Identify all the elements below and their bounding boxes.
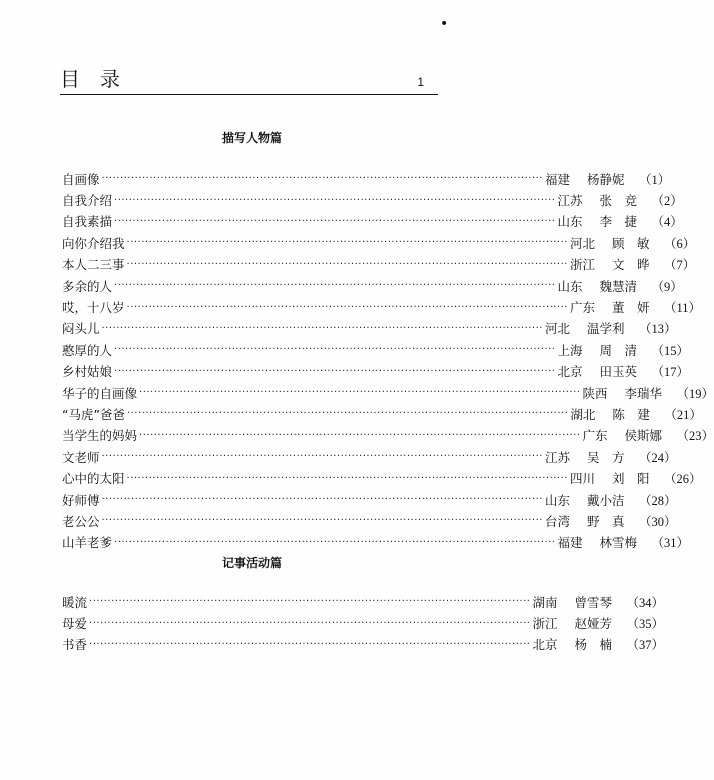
entry-page: （31） bbox=[651, 536, 689, 551]
toc-entry[interactable] bbox=[62, 634, 664, 655]
entry-province: 江苏 bbox=[544, 449, 570, 465]
entry-page: （24） bbox=[638, 450, 677, 465]
entry-page: （9） bbox=[651, 279, 683, 294]
entry-author: 田玉英 bbox=[599, 364, 637, 380]
leader-dots: ························································································································ bbox=[89, 596, 531, 608]
entry-page: （15） bbox=[651, 343, 689, 358]
leader-dots: ························································································································ bbox=[101, 515, 543, 527]
toc-entry[interactable] bbox=[62, 510, 677, 531]
entry-title: 当学生的妈妈 bbox=[62, 428, 138, 444]
entry-title: 本人二三事 bbox=[62, 257, 125, 273]
toc-entry[interactable] bbox=[62, 489, 677, 510]
entry-province: 广东 bbox=[582, 428, 608, 444]
entry-province: 福建 bbox=[557, 535, 583, 551]
entry-author: 吴 方 bbox=[586, 449, 625, 465]
entry-author: 野 真 bbox=[586, 513, 625, 529]
leader-dots: ························································································································ bbox=[139, 387, 581, 399]
entry-province: 湖北 bbox=[570, 406, 596, 422]
entry-title: 自画像 bbox=[62, 171, 100, 187]
entry-author: 温学利 bbox=[586, 321, 625, 337]
leader-dots: ························································································································ bbox=[114, 536, 556, 548]
leader-dots: ························································································································ bbox=[126, 301, 568, 313]
entry-page: （37） bbox=[626, 638, 664, 653]
entry-author: 杨 楠 bbox=[574, 637, 612, 653]
toc-entry[interactable] bbox=[62, 612, 664, 633]
entry-page: （2） bbox=[651, 194, 683, 209]
entry-title: “马虎”爸爸 bbox=[62, 406, 125, 422]
leader-dots: ························································································································ bbox=[114, 365, 556, 377]
entry-province: 北京 bbox=[557, 364, 583, 380]
toc-entry[interactable] bbox=[62, 591, 664, 612]
toc-entry[interactable] bbox=[62, 467, 702, 488]
entry-title: 多余的人 bbox=[62, 278, 113, 294]
leader-dots: ························································································································ bbox=[114, 344, 556, 356]
entry-author: 刘 阳 bbox=[611, 471, 650, 487]
entry-title: 暖流 bbox=[62, 594, 88, 610]
entry-province: 福建 bbox=[544, 171, 570, 187]
section-title-events: 记事活动篇 bbox=[221, 556, 282, 570]
entry-province: 浙江 bbox=[532, 616, 558, 632]
leader-dots: ························································································································ bbox=[126, 408, 569, 420]
entry-province: 江苏 bbox=[557, 193, 583, 209]
entry-author: 林雪梅 bbox=[599, 535, 637, 551]
leader-dots: ························································································································ bbox=[101, 322, 543, 334]
entry-author: 文 晔 bbox=[611, 257, 650, 273]
entry-author: 张 竞 bbox=[599, 193, 637, 209]
toc-entry[interactable] bbox=[62, 232, 696, 253]
entry-title: 憨厚的人 bbox=[62, 342, 113, 358]
entry-title: 闷头儿 bbox=[62, 321, 100, 337]
entry-page: （28） bbox=[638, 493, 677, 508]
entry-title: 母爱 bbox=[62, 616, 88, 632]
entry-title: 心中的太阳 bbox=[62, 471, 125, 487]
toc-entry[interactable] bbox=[62, 296, 702, 317]
leader-dots: ························································································································ bbox=[114, 215, 556, 227]
entry-page: （7） bbox=[663, 258, 696, 273]
entry-page: （17） bbox=[651, 365, 689, 380]
page-title: 目 录 bbox=[60, 67, 120, 91]
toc-entry[interactable] bbox=[62, 318, 677, 339]
leader-dots: ························································································································ bbox=[101, 173, 543, 185]
entry-province: 陕西 bbox=[582, 385, 608, 401]
leader-dots: ························································································································ bbox=[126, 472, 568, 484]
entry-province: 河北 bbox=[544, 321, 570, 337]
entry-title: 好师傅 bbox=[62, 492, 100, 508]
entry-title: 华子的自画像 bbox=[62, 385, 138, 401]
entry-province: 浙江 bbox=[569, 257, 595, 273]
entry-author: 顾 敏 bbox=[611, 235, 650, 251]
entry-author: 董 妍 bbox=[611, 300, 650, 316]
leader-dots: ························································································································ bbox=[126, 258, 568, 270]
leader-dots: ························································································································ bbox=[101, 451, 543, 463]
entry-author: 李瑞华 bbox=[624, 385, 662, 401]
entry-author: 侯斯娜 bbox=[624, 428, 662, 444]
entry-page: （6） bbox=[663, 236, 696, 251]
entry-author: 戴小洁 bbox=[586, 492, 625, 508]
entry-province: 湖南 bbox=[532, 594, 558, 610]
toc-header bbox=[60, 66, 438, 94]
entry-province: 上海 bbox=[557, 342, 583, 358]
header-rule bbox=[60, 94, 438, 95]
leader-dots: ························································································································ bbox=[89, 617, 531, 629]
entry-title: 文老师 bbox=[62, 449, 100, 465]
toc-list-events bbox=[62, 591, 664, 655]
entry-province: 北京 bbox=[532, 637, 558, 653]
entry-page: （34） bbox=[626, 595, 664, 610]
entry-title: 自我介绍 bbox=[62, 193, 113, 209]
entry-author: 赵娅芳 bbox=[574, 616, 612, 632]
entry-page: （13） bbox=[638, 322, 677, 337]
entry-page: （19） bbox=[676, 386, 714, 401]
entry-province: 四川 bbox=[569, 471, 595, 487]
entry-title: 山羊老爹 bbox=[62, 535, 113, 551]
toc-entry[interactable] bbox=[62, 168, 671, 189]
entry-title: 自我素描 bbox=[62, 214, 113, 230]
entry-page: （30） bbox=[638, 514, 677, 529]
toc-entry[interactable] bbox=[62, 254, 696, 275]
entry-province: 山东 bbox=[557, 214, 583, 230]
entry-author: 曾雪琴 bbox=[574, 594, 612, 610]
entry-province: 山东 bbox=[544, 492, 570, 508]
entry-title: 书香 bbox=[62, 637, 88, 653]
leader-dots: ························································································································ bbox=[114, 280, 556, 292]
toc-entry[interactable] bbox=[62, 275, 683, 296]
entry-title: 乡村姑娘 bbox=[62, 364, 113, 380]
leader-dots: ························································································································ bbox=[89, 638, 531, 650]
entry-author: 魏慧清 bbox=[599, 278, 637, 294]
toc-entry[interactable] bbox=[62, 403, 702, 424]
leader-dots: ························································································································ bbox=[139, 429, 581, 441]
toc-entry[interactable] bbox=[62, 382, 714, 403]
entry-author: 周 清 bbox=[599, 342, 637, 358]
toc-list-portraits bbox=[62, 168, 714, 553]
toc-entry[interactable] bbox=[62, 361, 689, 382]
toc-entry[interactable] bbox=[62, 339, 689, 360]
corner-mark: • bbox=[440, 16, 449, 32]
entry-page: （35） bbox=[626, 617, 664, 632]
entry-author: 杨静妮 bbox=[586, 171, 625, 187]
section-title-portraits: 描写人物篇 bbox=[221, 131, 282, 145]
entry-page: （1） bbox=[638, 172, 671, 187]
toc-entry[interactable] bbox=[62, 425, 714, 446]
entry-title: 哎，十八岁 bbox=[62, 300, 125, 316]
entry-province: 广东 bbox=[569, 300, 595, 316]
entry-page: （26） bbox=[663, 472, 702, 487]
page-number: 1 bbox=[417, 75, 424, 89]
toc-entry[interactable] bbox=[62, 189, 683, 210]
leader-dots: ························································································································ bbox=[114, 194, 556, 206]
toc-entry[interactable] bbox=[62, 446, 677, 467]
entry-province: 山东 bbox=[557, 278, 583, 294]
entry-province: 台湾 bbox=[544, 513, 570, 529]
entry-page: （21） bbox=[664, 407, 702, 422]
leader-dots: ························································································································ bbox=[126, 237, 568, 249]
entry-title: 向你介绍我 bbox=[62, 235, 125, 251]
entry-title: 老公公 bbox=[62, 513, 100, 529]
entry-page: （11） bbox=[663, 301, 702, 316]
entry-page: （4） bbox=[651, 215, 683, 230]
leader-dots: ························································································································ bbox=[101, 494, 543, 506]
toc-entry[interactable] bbox=[62, 532, 689, 553]
entry-author: 李 捷 bbox=[599, 214, 637, 230]
entry-author: 陈 建 bbox=[612, 406, 650, 422]
entry-province: 河北 bbox=[569, 235, 595, 251]
entry-page: （23） bbox=[676, 429, 714, 444]
toc-entry[interactable] bbox=[62, 211, 683, 232]
